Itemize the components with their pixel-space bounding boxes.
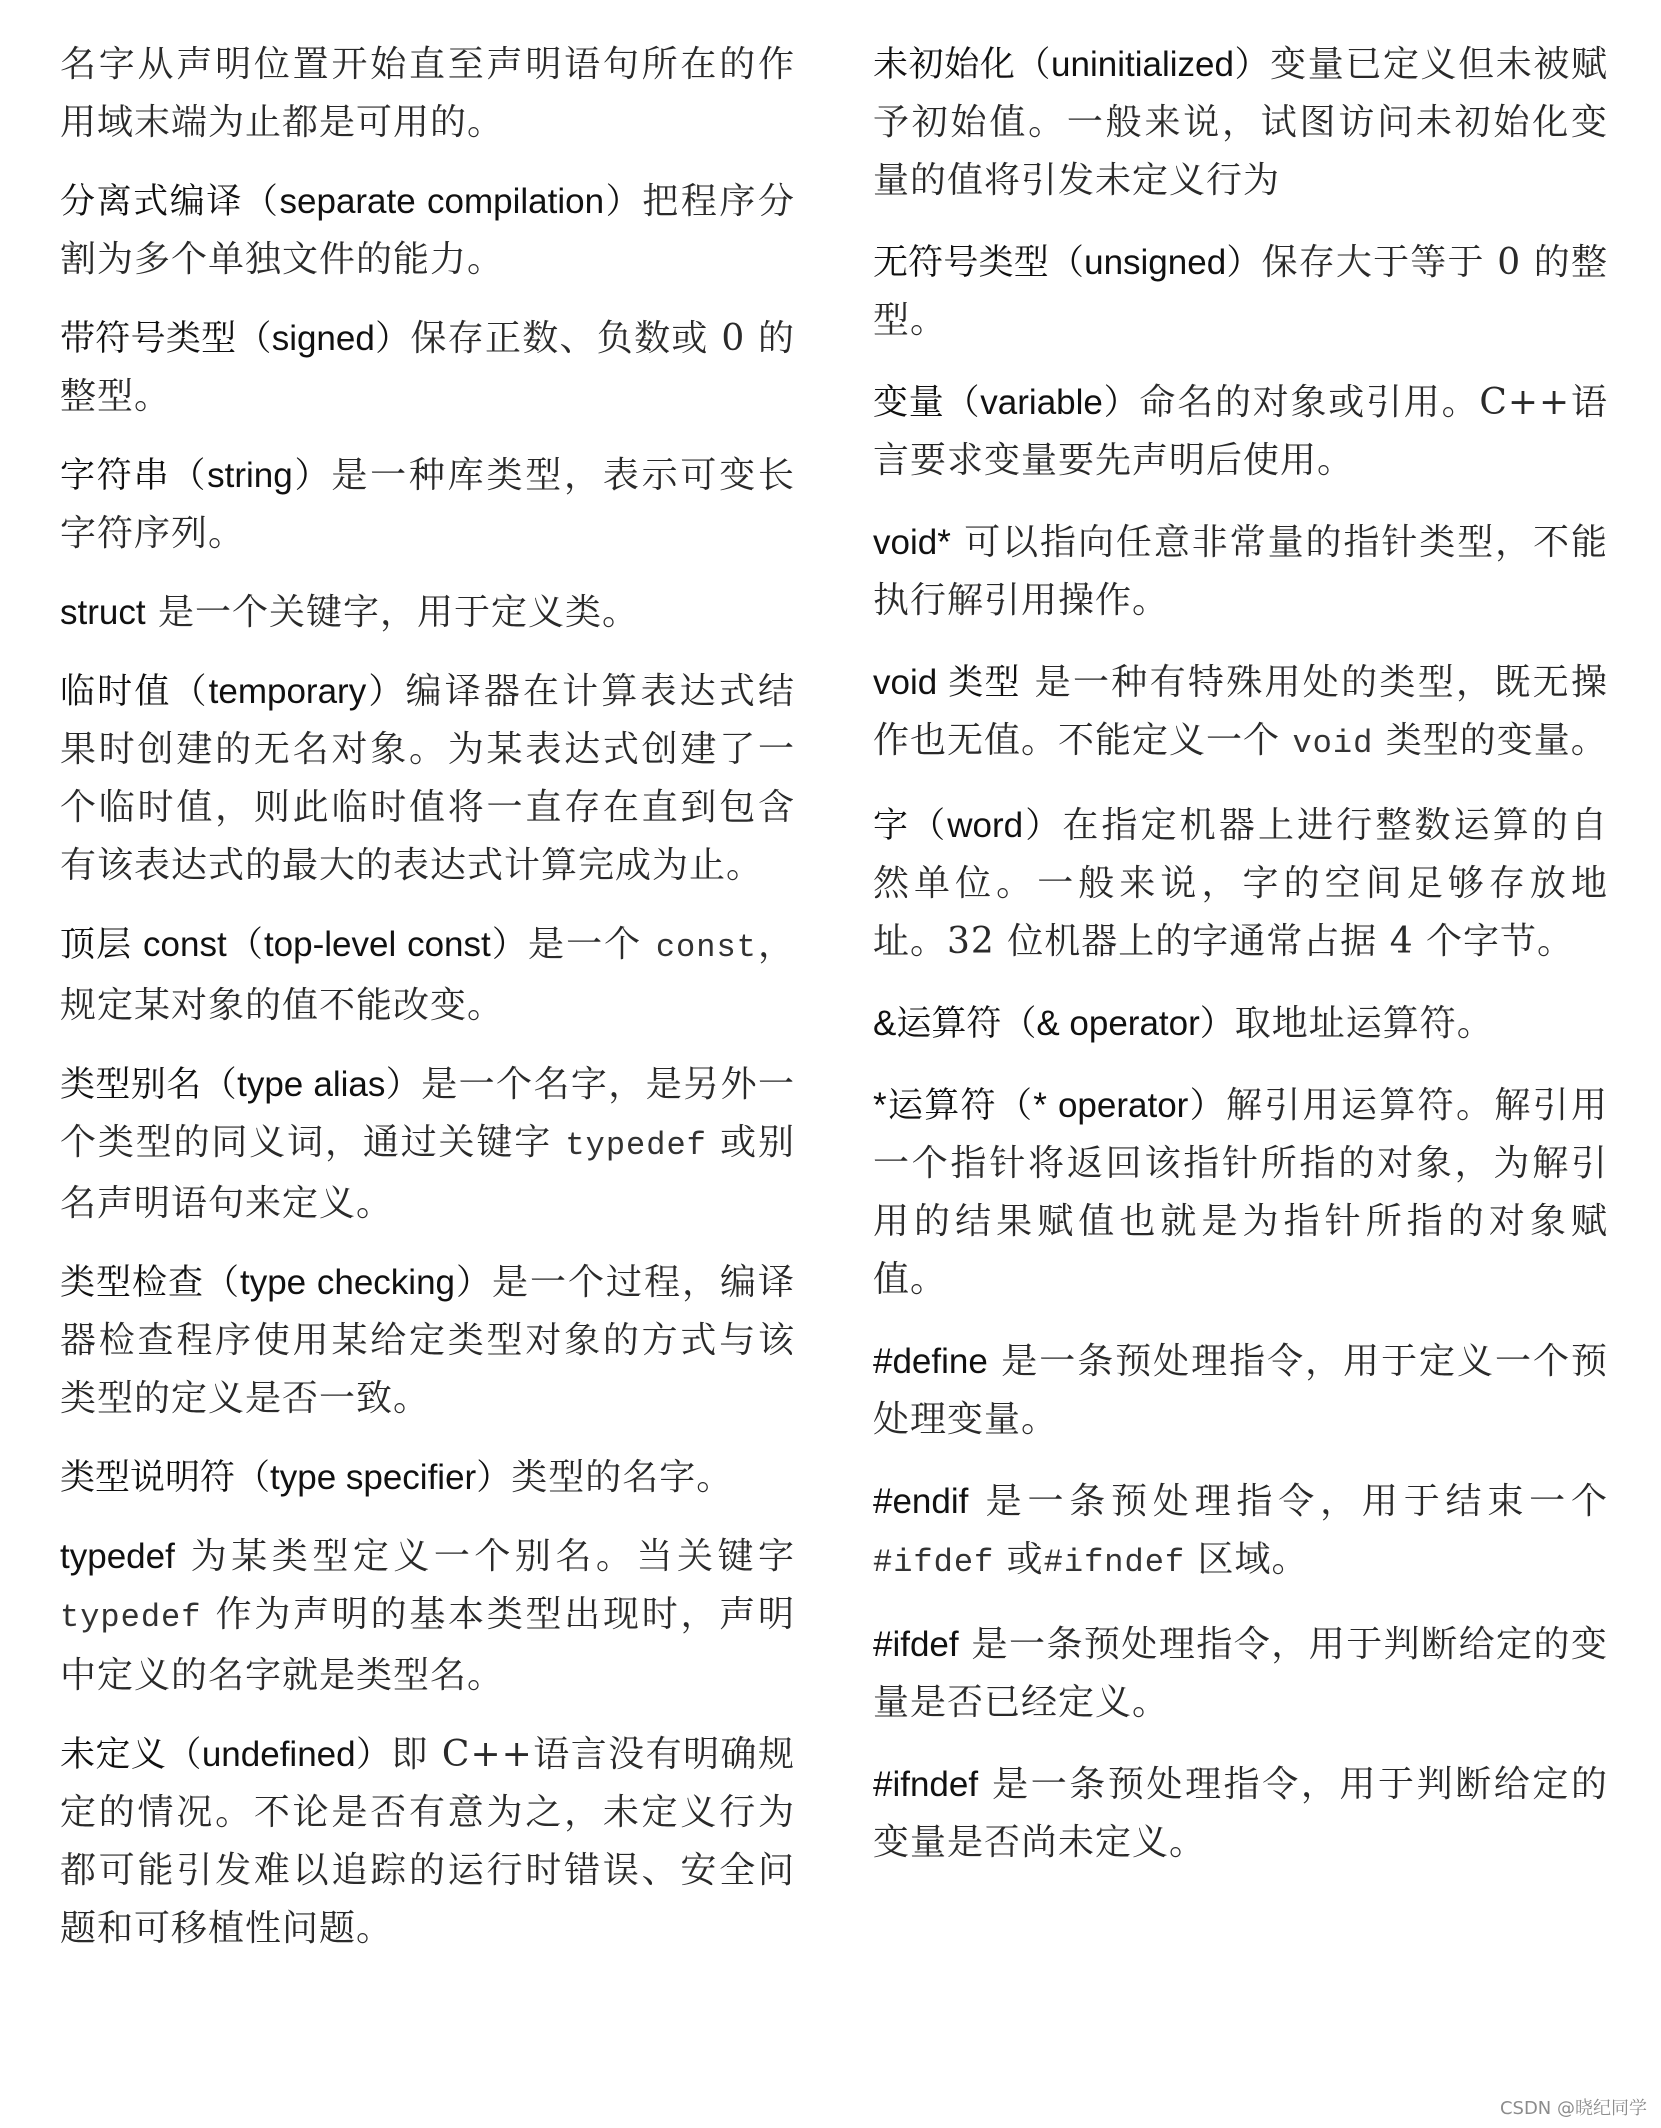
glossary-term: 带符号类型（signed） bbox=[60, 319, 411, 358]
glossary-term: typedef bbox=[60, 1537, 175, 1576]
glossary-entry bbox=[60, 173, 795, 289]
glossary-term: 字符串（string） bbox=[60, 456, 332, 495]
code-keyword: const bbox=[655, 929, 757, 966]
glossary-definition: 解引用运算符。解引用一个指针将返回该指针所指的对象，为解引用的结果赋值也就是为指针所指的对象赋值。 bbox=[873, 1085, 1608, 1300]
glossary-term: 字（word） bbox=[873, 806, 1063, 845]
glossary-column-left bbox=[60, 36, 795, 1979]
glossary-definition: 是一个 bbox=[527, 924, 656, 965]
glossary-term: 顶层 const（top-level const） bbox=[60, 925, 528, 964]
glossary-entry bbox=[873, 36, 1608, 210]
glossary-definition: 把程序分割为多个单独文件的能力。 bbox=[60, 181, 795, 280]
glossary-definition: 作为声明的基本类型出现时，声明中定义的名字就是类型名。 bbox=[60, 1594, 795, 1696]
glossary-entry bbox=[60, 1726, 795, 1958]
glossary-definition: ，规定某对象的值不能改变。 bbox=[60, 924, 795, 1026]
glossary-definition: 是一条预处理指令，用于判断给定的变量是否已经定义。 bbox=[873, 1624, 1608, 1723]
glossary-definition: 区域。 bbox=[1185, 1539, 1309, 1580]
glossary-term: 临时值（temporary） bbox=[60, 672, 406, 711]
code-keyword: #ifndef bbox=[1043, 1544, 1186, 1581]
glossary-term: void* bbox=[873, 523, 951, 562]
glossary-entry bbox=[873, 1756, 1608, 1872]
glossary-definition: 是一条预处理指令，用于定义一个预处理变量。 bbox=[873, 1341, 1608, 1440]
code-keyword: typedef bbox=[60, 1599, 202, 1636]
glossary-definition: 或 bbox=[994, 1539, 1044, 1580]
glossary-term: 未定义（undefined） bbox=[60, 1735, 392, 1774]
glossary-entry bbox=[60, 1449, 795, 1507]
glossary-term: 类型检查（type checking） bbox=[60, 1263, 492, 1302]
glossary-term: 类型别名（type alias） bbox=[60, 1065, 422, 1104]
glossary-entry bbox=[60, 310, 795, 426]
glossary-definition: 命名的对象或引用。C++语言要求变量要先声明后使用。 bbox=[873, 382, 1608, 481]
glossary-definition: 是一个过程，编译器检查程序使用某给定类型对象的方式与该类型的定义是否一致。 bbox=[60, 1262, 795, 1419]
code-keyword: #ifdef bbox=[873, 1544, 995, 1581]
glossary-definition: 保存大于等于 0 的整型。 bbox=[873, 242, 1608, 341]
watermark: CSDN @晓纪同学 bbox=[1499, 2098, 1647, 2119]
glossary-term: #ifdef bbox=[873, 1625, 959, 1664]
glossary-definition: 可以指向任意非常量的指针类型，不能执行解引用操作。 bbox=[873, 522, 1608, 621]
glossary-entry bbox=[60, 1254, 795, 1428]
glossary-entry bbox=[873, 995, 1608, 1053]
glossary-entry bbox=[873, 1473, 1608, 1592]
glossary-definition: 是一条预处理指令，用于判断给定的变量是否尚未定义。 bbox=[873, 1764, 1608, 1863]
glossary-definition: 是一个名字，是另外一个类型的同义词，通过关键字 bbox=[60, 1064, 795, 1163]
glossary-term: *运算符（* operator） bbox=[873, 1086, 1226, 1125]
glossary-term: &运算符（& operator） bbox=[873, 1004, 1235, 1043]
glossary-term: #endif bbox=[873, 1482, 969, 1521]
glossary-definition: 是一种有特殊用处的类型，既无操作也无值。不能定义一个 bbox=[873, 662, 1608, 761]
glossary-term: 分离式编译（separate compilation） bbox=[60, 182, 643, 221]
glossary-term: void 类型 bbox=[873, 663, 1021, 702]
code-keyword: void bbox=[1292, 725, 1374, 762]
glossary-column-right bbox=[873, 36, 1608, 1896]
glossary-term: 类型说明符（type specifier） bbox=[60, 1458, 512, 1497]
glossary-definition: 是一种库类型，表示可变长字符序列。 bbox=[60, 455, 795, 554]
glossary-entry bbox=[873, 797, 1608, 971]
glossary-definition: 取地址运算符。 bbox=[1234, 1003, 1494, 1044]
glossary-definition: 变量已定义但未被赋予初始值。一般来说，试图访问未初始化变量的值将引发未定义行为 bbox=[873, 44, 1608, 201]
glossary-entry bbox=[60, 1528, 795, 1705]
glossary-definition: 类型的名字。 bbox=[511, 1457, 734, 1498]
glossary-definition: 编译器在计算表达式结果时创建的无名对象。为某表达式创建了一个临时值，则此临时值将一直存在直到包含有该表达式的最大的表达式计算完成为止。 bbox=[60, 671, 795, 886]
glossary-term: #ifndef bbox=[873, 1765, 979, 1804]
glossary-entry bbox=[873, 1077, 1608, 1309]
glossary-entry bbox=[873, 1333, 1608, 1449]
glossary-definition: 为某类型定义一个别名。当关键字 bbox=[174, 1536, 795, 1577]
glossary-entry bbox=[60, 447, 795, 563]
glossary-entry bbox=[873, 654, 1608, 773]
glossary-entry bbox=[873, 1616, 1608, 1732]
glossary-entry bbox=[873, 234, 1608, 350]
glossary-definition: 名字从声明位置开始直至声明语句所在的作用域末端为止都是可用的。 bbox=[60, 44, 795, 143]
glossary-definition: 保存正数、负数或 0 的整型。 bbox=[60, 318, 795, 417]
glossary-entry bbox=[60, 36, 795, 152]
glossary-definition: 即 C++语言没有明确规定的情况。不论是否有意为之，未定义行为都可能引发难以追踪的运行时错误、安全问题和可移植性问题。 bbox=[60, 1734, 795, 1949]
glossary-term: #define bbox=[873, 1342, 988, 1381]
glossary-entry bbox=[60, 916, 795, 1035]
glossary-definition: 或别名声明语句来定义。 bbox=[60, 1122, 795, 1224]
glossary-definition: 是一条预处理指令，用于结束一个 bbox=[968, 1481, 1608, 1522]
glossary-definition: 在指定机器上进行整数运算的自然单位。一般来说，字的空间足够存放地址。32 位机器上的字通常占据 4 个字节。 bbox=[873, 805, 1608, 962]
glossary-term: 无符号类型（unsigned） bbox=[873, 243, 1262, 282]
glossary-definition: 类型的变量。 bbox=[1373, 720, 1608, 761]
glossary-term: 变量（variable） bbox=[873, 383, 1140, 422]
glossary-entry bbox=[60, 663, 795, 895]
glossary-term: 未初始化（uninitialized） bbox=[873, 45, 1271, 84]
glossary-entry bbox=[60, 584, 795, 642]
glossary-term: struct bbox=[60, 593, 146, 632]
glossary-entry bbox=[60, 1056, 795, 1233]
glossary-definition: 是一个关键字，用于定义类。 bbox=[145, 592, 640, 633]
glossary-entry bbox=[873, 514, 1608, 630]
glossary-entry bbox=[873, 374, 1608, 490]
code-keyword: typedef bbox=[565, 1127, 707, 1164]
